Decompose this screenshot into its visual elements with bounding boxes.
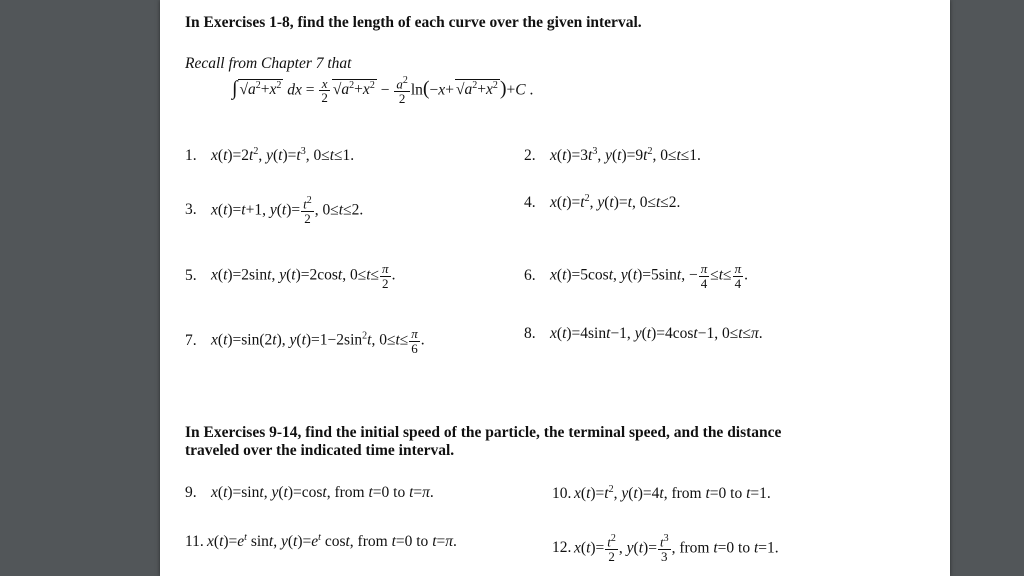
exercise-8: 8. x(t)=4sint−1, y(t)=4cost−1, 0≤t≤π.	[524, 325, 763, 342]
section2-heading-line1: In Exercises 9-14, find the initial speed of the particle, the terminal speed, and the distance	[185, 424, 782, 441]
exercise-6: 6. x(t)=5cost, y(t)=5sint, − $\frac{\pi}{4}$ ≤t≤ $\frac{\pi}{4}$ .	[524, 261, 748, 291]
recall-formula: ∫ $√a^2+x^2$ dx = $\frac{x}{2}$ $√a^2+x^2$ − $\frac{a^2}{2}$ $\ln(-x+ √a^2+x^2$ )+C .	[232, 75, 534, 106]
exercise-10: 10. $x(t)=t^2$, y(t)=4t, from t=0 to t=1.	[552, 484, 771, 503]
exercise-12: 12. x(t)= $\frac{t^2}{2}$ , y(t)= $\frac{t^3}{3}$ , from t=0 to t=1.	[552, 533, 779, 564]
exercise-4: 4. $x(t)=t^2$, y(t)=t, 0≤t≤2.	[524, 193, 681, 212]
document-page	[160, 0, 950, 576]
section2-heading-line2: traveled over the indicated time interval.	[185, 442, 455, 459]
recall-text: Recall from Chapter 7 that	[185, 55, 352, 72]
exercise-1: 1. $x(t)=2t^2$, $y(t)=t^3$, 0≤t≤1.	[185, 146, 355, 165]
section1-heading: In Exercises 1-8, find the length of each curve over the given interval.	[185, 14, 642, 31]
exercise-11: 11. $x(t)=e^t$ sint, $y(t)=e^t$ cost, from t=0 to t=π.	[185, 532, 457, 551]
exercise-9: 9. x(t)=sint, y(t)=cost, from t=0 to t=π.	[185, 484, 434, 501]
exercise-7: 7. x(t)=sin(2t), $y(t)=1-2\sin^2t$, 0≤t≤ $\frac{\pi}{6}$ .	[185, 326, 425, 356]
exercise-2: 2. $x(t)=3t^3$, $y(t)=9t^2$, 0≤t≤1.	[524, 146, 701, 165]
exercise-3: 3. x(t)=t+1, y(t)= $\frac{t^2}{2}$ , 0≤t≤2.	[185, 195, 364, 226]
exercise-5: 5. x(t)=2sint, y(t)=2cost, 0≤t≤ $\frac{\pi}{2}$ .	[185, 261, 396, 291]
